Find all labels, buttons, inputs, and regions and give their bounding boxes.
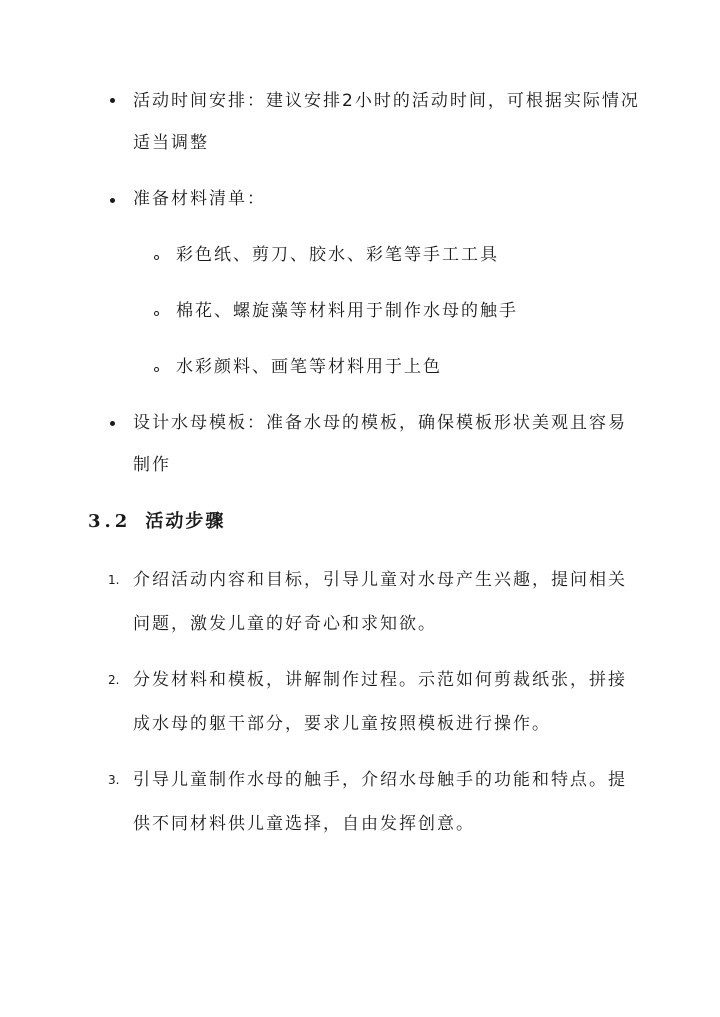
step-line: 分发材料和模板，讲解制作过程。示范如何剪裁纸张，拼接 xyxy=(133,670,627,690)
sub-item-line: 棉花、螺旋藻等材料用于制作水母的触手 xyxy=(176,301,518,321)
section-number: 3.2 xyxy=(88,511,132,532)
bullet-dot xyxy=(110,198,115,203)
bullet-item-line: 准备材料清单： xyxy=(133,189,266,209)
section-heading xyxy=(88,509,225,535)
bullet-item-line: 设计水母模板：准备水母的模板，确保模板形状美观且容易 xyxy=(133,413,627,433)
step-line: 问题，激发儿童的好奇心和求知欲。 xyxy=(133,614,437,634)
sub-bullet-circle xyxy=(154,255,159,260)
bullet-item-line: 制作 xyxy=(133,455,171,475)
step-number: 2. xyxy=(108,673,120,687)
sub-bullet-circle xyxy=(154,367,159,372)
sub-item-line: 水彩颜料、画笔等材料用于上色 xyxy=(176,357,442,377)
bullet-dot xyxy=(110,421,115,426)
sub-item-line: 彩色纸、剪刀、胶水、彩笔等手工工具 xyxy=(176,245,499,265)
step-number: 1. xyxy=(108,573,120,587)
bullet-item-line: 活动时间安排：建议安排2小时的活动时间，可根据实际情况 xyxy=(133,91,640,111)
sub-bullet-circle xyxy=(154,311,159,316)
step-line: 介绍活动内容和目标，引导儿童对水母产生兴趣，提问相关 xyxy=(133,570,627,590)
step-line: 引导儿童制作水母的触手，介绍水母触手的功能和特点。提 xyxy=(133,770,627,790)
step-number: 3. xyxy=(108,773,120,787)
section-title: 活动步骤 xyxy=(145,511,226,532)
step-line: 成水母的躯干部分，要求儿童按照模板进行操作。 xyxy=(133,714,551,734)
bullet-dot xyxy=(110,98,115,103)
bullet-item-line: 适当调整 xyxy=(133,133,209,153)
step-line: 供不同材料供儿童选择，自由发挥创意。 xyxy=(133,814,475,834)
